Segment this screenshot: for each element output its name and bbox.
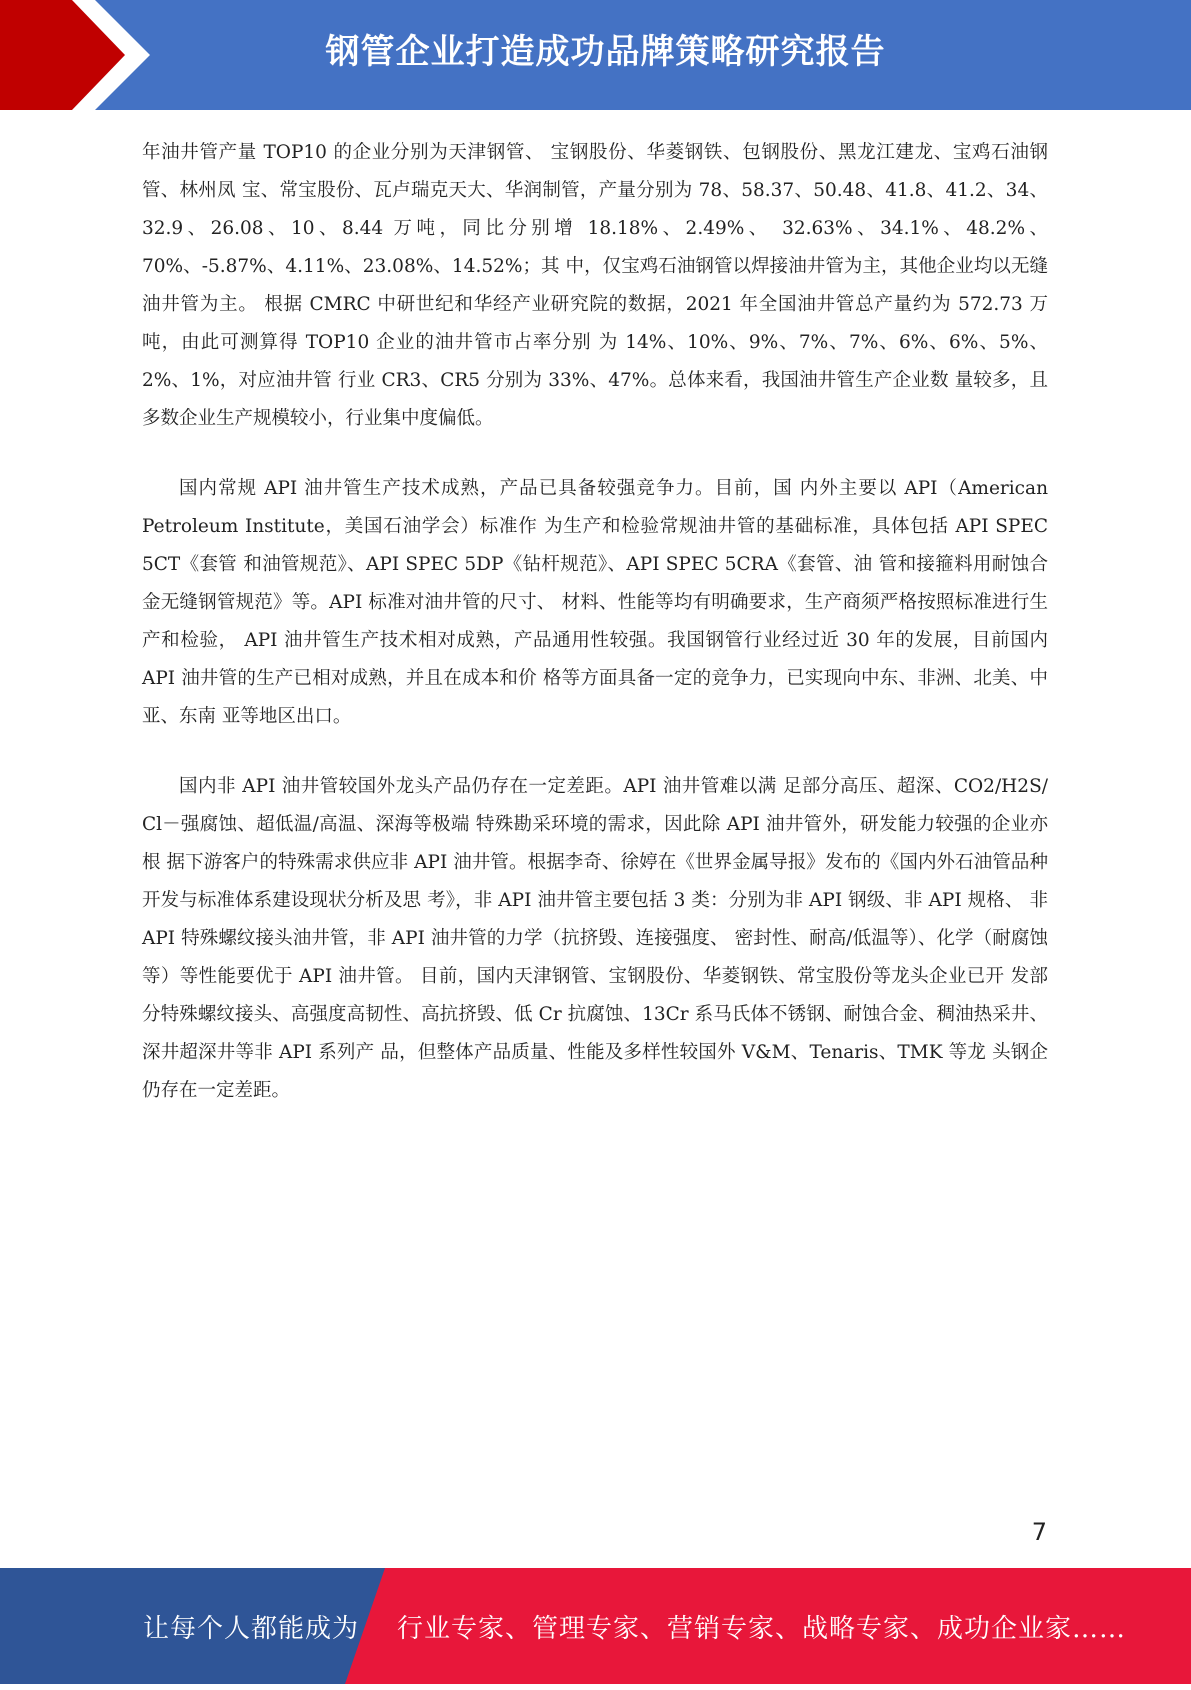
paragraph-api-tubing: 国内常规 API 油井管生产技术成熟，产品已具备较强竞争力。目前，国 内外主要以 API（American Petroleum Institute，美国石油学会）标准作 为生产和检验常规油井管的基础标准，具体包括 API SPEC 5CT《套管 和油管规范》、API SPEC 5DP《钻杆规范》、API SPEC 5CRA《套管、油 管和接箍料用耐蚀合金无缝钢管规范》等。API 标准对油井管的尺寸、 材料、性能等均有明确要求，生产商须严格按照标准进行生产和检验， API 油井管生产技术相对成熟，产品通用性较强。我国钢管行业经过近 30 年的发展，目前国内 API 油井管的生产已相对成熟，并且在成本和价 格等方面具备一定的竞争力，已实现向中东、非洲、北美、中亚、东南 亚等地区出口。	[142, 478, 1048, 727]
report-title: 钢管企业打造成功品牌策略研究报告	[325, 32, 886, 72]
page-header	[0, 0, 1191, 110]
footer-slogan-left: 让每个人都能成为	[143, 1614, 360, 1644]
page-footer	[0, 1568, 1191, 1684]
report-body	[142, 134, 1048, 1142]
page-number: 7	[1031, 1518, 1047, 1546]
footer-slogan-right: 行业专家、管理专家、营销专家、战略专家、成功企业家……	[397, 1614, 1127, 1644]
paragraph-market-share: 年油井管产量 TOP10 的企业分别为天津钢管、 宝钢股份、华菱钢铁、包钢股份、黑龙江建龙、宝鸡石油钢管、林州凤 宝、常宝股份、瓦卢瑞克天大、华润制管，产量分别为 78、58.37、50.48、41.8、41.2、34、32.9、26.08、10、8.44 万吨，同比分别增 18.18%、2.49%、 32.63%、34.1%、48.2%、70%、-5.87%、4.11%、23.08%、14.52%；其 中，仅宝鸡石油钢管以焊接油井管为主，其他企业均以无缝油井管为主。 根据 CMRC 中研世纪和华经产业研究院的数据，2021 年全国油井管总产量约为 572.73 万吨，由此可测算得 TOP10 企业的油井管市占率分别 为 14%、10%、9%、7%、7%、6%、6%、5%、2%、1%，对应油井管 行业 CR3、CR5 分别为 33%、47%。总体来看，我国油井管生产企业数 量较多，且多数企业生产规模较小，行业集中度偏低。	[142, 142, 1048, 429]
paragraph-non-api-tubing: 国内非 API 油井管较国外龙头产品仍存在一定差距。API 油井管难以满 足部分高压、超深、CO2/H2S/ Cl－强腐蚀、超低温/高温、深海等极端 特殊勘采环境的需求，因此除 API 油井管外，研发能力较强的企业亦根 据下游客户的特殊需求供应非 API 油井管。根据李奇、徐婷在《世界金属导报》发布的《国内外石油管品种开发与标准体系建设现状分析及思 考》，非 API 油井管主要包括 3 类：分别为非 API 钢级、非 API 规格、 非 API 特殊螺纹接头油井管，非 API 油井管的力学（抗挤毁、连接强度、 密封性、耐高/低温等）、化学（耐腐蚀等）等性能要优于 API 油井管。 目前，国内天津钢管、宝钢股份、华菱钢铁、常宝股份等龙头企业已开 发部分特殊螺纹接头、高强度高韧性、高抗挤毁、低 Cr 抗腐蚀、13Cr 系马氏体不锈钢、耐蚀合金、稠油热采井、深井超深井等非 API 系列产 品，但整体产品质量、性能及多样性较国外 V&M、Tenaris、TMK 等龙 头钢企仍存在一定差距。	[142, 776, 1048, 1101]
